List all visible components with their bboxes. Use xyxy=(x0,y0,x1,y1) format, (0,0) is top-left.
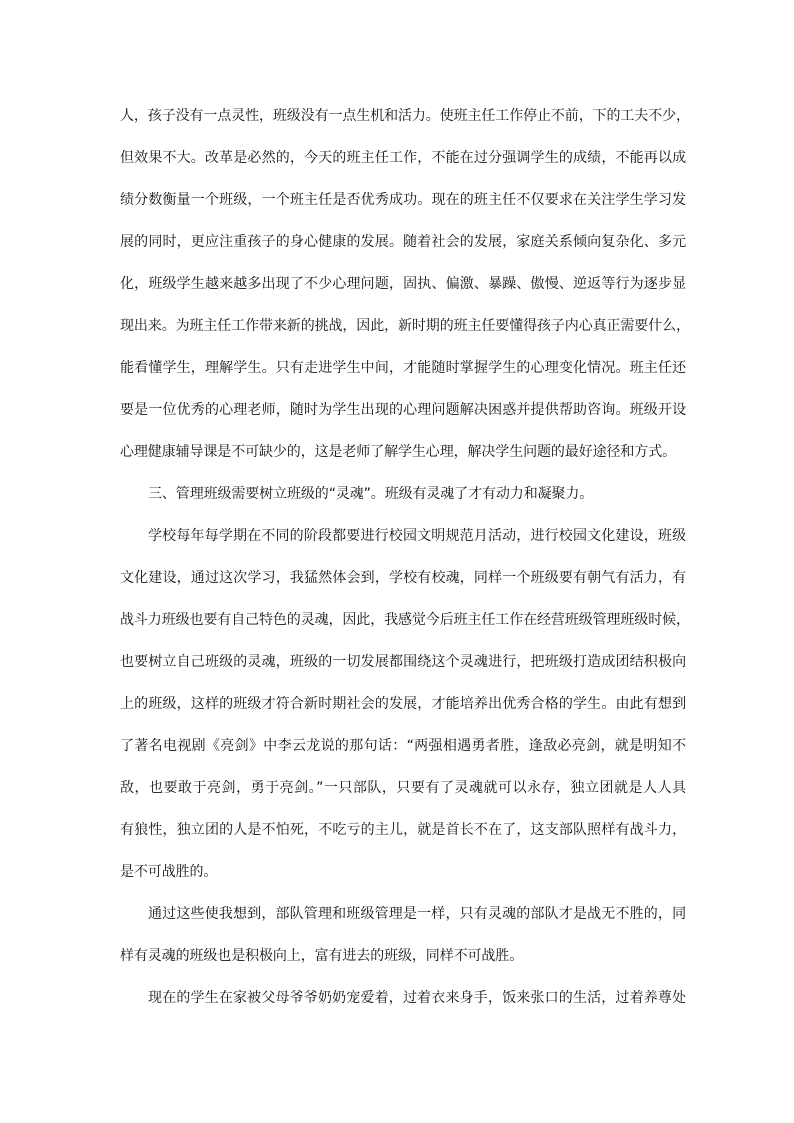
text-line: 了著名电视剧《亮剑》中李云龙说的那句话：“两强相遇勇者胜，逢敌必亮剑，就是明知不 xyxy=(120,738,686,754)
text-line: 绩分数衡量一个班级，一个班主任是否优秀成功。现在的班主任不仅要求在关注学生学习发 xyxy=(120,192,686,208)
text-line: 化，班级学生越来越多出现了不少心理问题，固执、偏激、暴躁、傲慢、逆返等行为逐步显 xyxy=(120,276,686,292)
text-line: 但效果不大。改革是必然的，今天的班主任工作，不能在过分强调学生的成绩，不能再以成 xyxy=(120,150,686,166)
text-line: 能看懂学生，理解学生。只有走进学生中间，才能随时掌握学生的心理变化情况。班主任还 xyxy=(120,360,686,376)
text-line: 是不可战胜的。 xyxy=(120,864,218,880)
text-line: 敌，也要敢于亮剑，勇于亮剑。”一只部队，只要有了灵魂就可以永存，独立团就是人人具 xyxy=(120,780,686,796)
text-line: 也要树立自己班级的灵魂，班级的一切发展都围绕这个灵魂进行，把班级打造成团结积极向 xyxy=(120,654,686,670)
text-line: 文化建设，通过这次学习，我猛然体会到，学校有校魂，同样一个班级要有朝气有活力，有 xyxy=(120,570,686,586)
text-line: 上的班级，这样的班级才符合新时期社会的发展，才能培养出优秀合格的学生。由此有想到 xyxy=(120,696,686,712)
text-line: 要是一位优秀的心理老师，随时为学生出现的心理问题解决困惑并提供帮助咨询。班级开设 xyxy=(120,402,686,418)
text-line: 现在的学生在家被父母爷爷奶奶宠爱着，过着衣来身手，饭来张口的生活，过着养尊处 xyxy=(148,990,686,1006)
text-line: 有狼性，独立团的人是不怕死，不吃亏的主儿，就是首长不在了，这支部队照样有战斗力， xyxy=(120,822,686,838)
text-line: 心理健康辅导课是不可缺少的，这是老师了解学生心理，解决学生问题的最好途径和方式。 xyxy=(120,444,676,460)
text-line: 展的同时，更应注重孩子的身心健康的发展。随着社会的发展，家庭关系倾向复杂化、多元 xyxy=(120,234,686,250)
text-line: 样有灵魂的班级也是积极向上，富有进去的班级，同样不可战胜。 xyxy=(120,948,524,964)
text-line: 战斗力班级也要有自己特色的灵魂，因此，我感觉今后班主任工作在经营班级管理班级时候， xyxy=(120,612,690,628)
text-line: 人，孩子没有一点灵性，班级没有一点生机和活力。使班主任工作停止不前，下的工夫不少， xyxy=(120,108,690,124)
text-line: 学校每年每学期在不同的阶段都要进行校园文明规范月活动，进行校园文化建设，班级 xyxy=(148,528,686,544)
text-line: 现出来。为班主任工作带来新的挑战，因此，新时期的班主任要懂得孩子内心真正需要什么， xyxy=(120,318,690,334)
text-line: 通过这些使我想到，部队管理和班级管理是一样，只有灵魂的部队才是战无不胜的，同 xyxy=(148,906,686,922)
section-heading: 三、管理班级需要树立班级的“灵魂”。班级有灵魂了才有动力和凝聚力。 xyxy=(148,486,594,502)
